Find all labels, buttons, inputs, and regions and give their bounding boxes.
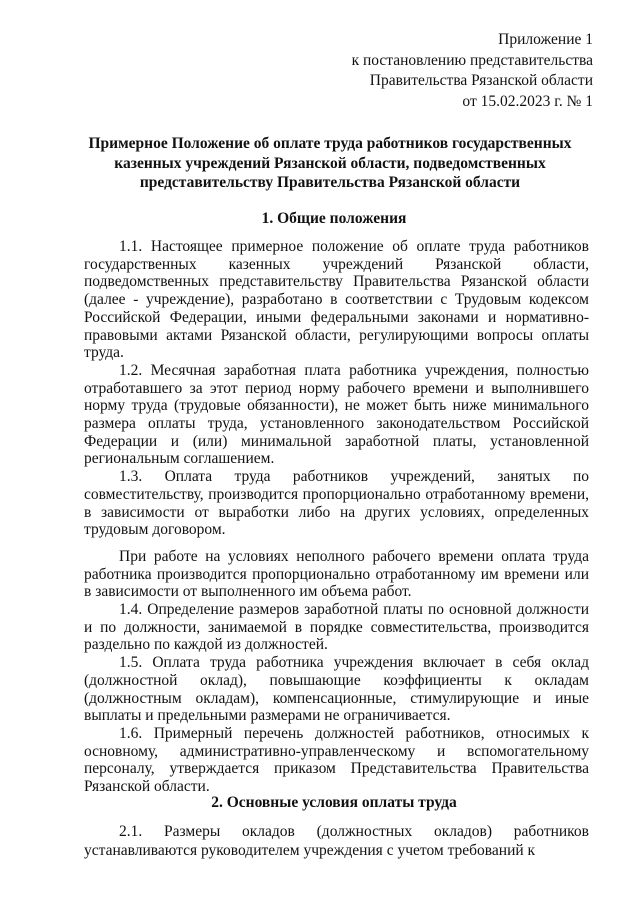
section-1-heading: 1. Общие положения bbox=[261, 210, 407, 227]
paragraph-1-3: 1.3. Оплата труда работников учреждений, занятых по совместительству, производится пропорционально отработанному времени, в зависимости от выработки либо на других условиях, определенных трудовым договором. bbox=[84, 468, 589, 539]
paragraph-2-1: 2.1. Размеры окладов (должностных окладов) работников устанавливаются руководителем учреждения с учетом требований к bbox=[84, 823, 589, 859]
section-1-body bbox=[84, 238, 589, 796]
paragraph-1-5: 1.5. Оплата труда работника учреждения включает в себя оклад (должностной оклад), повышающие коэффициенты к окладам (должностным окладам), компенсационные, стимулирующие и иные выплаты и предельными размерами не ограничивается. bbox=[84, 654, 589, 725]
document-title: Примерное Положение об оплате труда работников государственных казенных учреждений Рязанской области, подведомственных представительству Правительства Рязанской области bbox=[88, 135, 572, 191]
paragraph-1-6: 1.6. Примерный перечень должностей работников, относимых к основному, административно-управленческому и вспомогательному персоналу, утверждается приказом Представительства Правительства Рязанской области. bbox=[84, 724, 589, 796]
paragraph-1-4: 1.4. Определение размеров заработной платы по основной должности и по должности, занимаемой в порядке совместительства, производится раздельно по каждой из должностей. bbox=[84, 601, 589, 654]
appendix-resolution-ref: к постановлению представительства bbox=[351, 51, 593, 69]
paragraph-1-2: 1.2. Месячная заработная плата работника учреждения, полностью отработавшего за этот период норму рабочего времени и выполнившего норму труда (трудовые обязанности), не может быть ниже минимального размера оплаты труда, установленного законодательством Российской Федерации и (или) минимальной заработной платы, установленной региональным соглашением. bbox=[84, 361, 589, 468]
paragraph-1-1: 1.1. Настоящее примерное положение об оплате труда работников государственных казенных учреждений Рязанской области, подведомственных представительству Правительства Рязанской области (далее - учреждение), разработано в соответствии с Трудовым кодексом Российской Федерации, иными федеральными законами и нормативно-правовыми актами Рязанской области, регулирующими вопросы оплаты труда. bbox=[84, 238, 589, 362]
section-2-body bbox=[84, 822, 589, 860]
section-2-heading: 2. Основные условия оплаты труда bbox=[211, 794, 457, 811]
appendix-issuer: Правительства Рязанской области bbox=[369, 72, 593, 89]
appendix-block bbox=[352, 30, 593, 112]
appendix-number: Приложение 1 bbox=[498, 31, 593, 48]
appendix-date-number: от 15.02.2023 г. № 1 bbox=[462, 92, 593, 110]
paragraph-part-time: При работе на условиях неполного рабочего времени оплата труда работника производится пропорционально отработанному им времени или в зависимости от выполненного им объема работ. bbox=[84, 547, 589, 601]
